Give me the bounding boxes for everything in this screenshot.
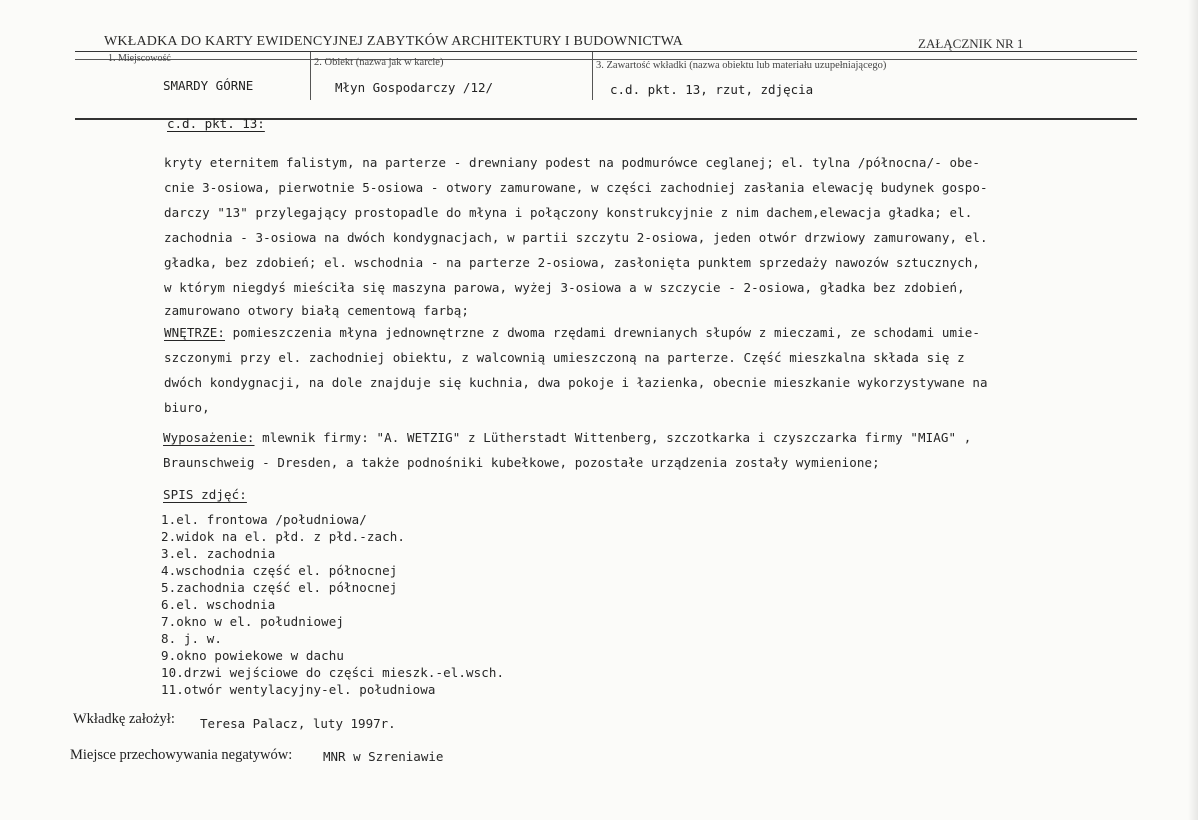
interior-line: [164, 325, 980, 340]
object-label: 2. Obiekt (nazwa jak w karcie): [314, 57, 444, 68]
photo-item: 3.el. zachodnia: [161, 546, 276, 561]
photo-item: 4.wschodnia część el. północnej: [161, 563, 398, 578]
equipment-label: Wyposażenie:: [163, 430, 255, 445]
content-label: 3. Zawartość wkładki (nazwa obiektu lub materiału uzupełniającego): [596, 60, 887, 71]
text-line: biuro,: [164, 400, 210, 415]
photos-heading: SPIS zdjęć:: [163, 487, 247, 502]
text-line: w którym niegdyś mieściła się maszyna parowa, wyżej 3-osiowa a w szczycie - 2-osiowa, gładka bez zdobień,: [164, 280, 965, 295]
text-line: szczonymi przy el. zachodniej obiektu, z walcownią umieszczoną na parterze. Część mieszkalna składa się z: [164, 350, 965, 365]
equipment-line: [163, 430, 971, 445]
text-line: Braunschweig - Dresden, a także podnośniki kubełkowe, pozostałe urządzenia zostały wymienione;: [163, 455, 880, 470]
text-line: zamurowano otwory białą cementową farbą;: [164, 303, 470, 318]
photo-item: 11.otwór wentylacyjny-el. południowa: [161, 682, 436, 697]
text-line: cnie 3-osiowa, pierwotnie 5-osiowa - otwory zamurowane, w części zachodniej zasłania elewację budynek gospo-: [164, 180, 988, 195]
photo-item: 7.okno w el. południowej: [161, 614, 345, 629]
founded-by-value: Teresa Palacz, luty 1997r.: [200, 716, 396, 731]
continuation-heading: c.d. pkt. 13:: [167, 116, 265, 131]
photo-item: 2.widok na el. płd. z płd.-zach.: [161, 529, 406, 544]
object-value: Młyn Gospodarczy /12/: [335, 80, 494, 95]
field-separator: [592, 52, 593, 100]
location-label: 1. Miejscowość: [108, 53, 171, 64]
content-value: c.d. pkt. 13, rzut, zdjęcia: [610, 82, 814, 97]
storage-label: Miejsce przechowywania negatywów:: [70, 747, 293, 763]
text-line: kryty eternitem falistym, na parterze - drewniany podest na podmurówce ceglanej; el. tylna /północna/- obe-: [164, 155, 980, 170]
equipment-text: mlewnik firmy: "A. WETZIG" z Lütherstadt Wittenberg, szczotkarka i czyszczarka firmy "MIAG" ,: [254, 430, 972, 445]
location-value: SMARDY GÓRNE: [163, 78, 254, 93]
annex-number: ZAŁĄCZNIK NR 1: [918, 36, 1024, 51]
text-line: gładka, bez zdobień; el. wschodnia - na parterze 2-osiowa, zasłonięta punktem sprzedaży nawozów sztucznych,: [164, 255, 980, 270]
text-line: zachodnia - 3-osiowa na dwóch kondygnacjach, w partii szczytu 2-osiowa, jeden otwór drzwiowy zamurowany, el.: [164, 230, 988, 245]
interior-text: pomieszczenia młyna jednownętrzne z dwoma rzędami drewnianych słupów z mieczami, ze schodami umie-: [225, 325, 980, 340]
photo-item: 9.okno powiekowe w dachu: [161, 648, 345, 663]
photo-item: 6.el. wschodnia: [161, 597, 276, 612]
photo-item: 5.zachodnia część el. północnej: [161, 580, 398, 595]
form-title: WKŁADKA DO KARTY EWIDENCYJNEJ ZABYTKÓW ARCHITEKTURY I BUDOWNICTWA: [104, 34, 683, 49]
photo-item: 8. j. w.: [161, 631, 223, 646]
text-line: dwóch kondygnacji, na dole znajduje się kuchnia, dwa pokoje i łazienka, obecnie mieszkanie wykorzystywane na: [164, 375, 988, 390]
photo-item: 10.drzwi wejściowe do części mieszk.-el.wsch.: [161, 665, 505, 680]
founded-by-label: Wkładkę założył:: [73, 711, 175, 727]
scan-edge-shadow: [1188, 0, 1198, 820]
field-separator: [310, 52, 311, 100]
photo-item: 1.el. frontowa /południowa/: [161, 512, 367, 527]
header-rule: [75, 51, 1137, 52]
text-line: darczy "13" przylegający prostopadle do młyna i połączony konstrukcyjnie z nim dachem,elewacja gładka; el.: [164, 205, 973, 220]
storage-value: MNR w Szreniawie: [323, 749, 444, 764]
interior-label: WNĘTRZE:: [164, 325, 226, 340]
